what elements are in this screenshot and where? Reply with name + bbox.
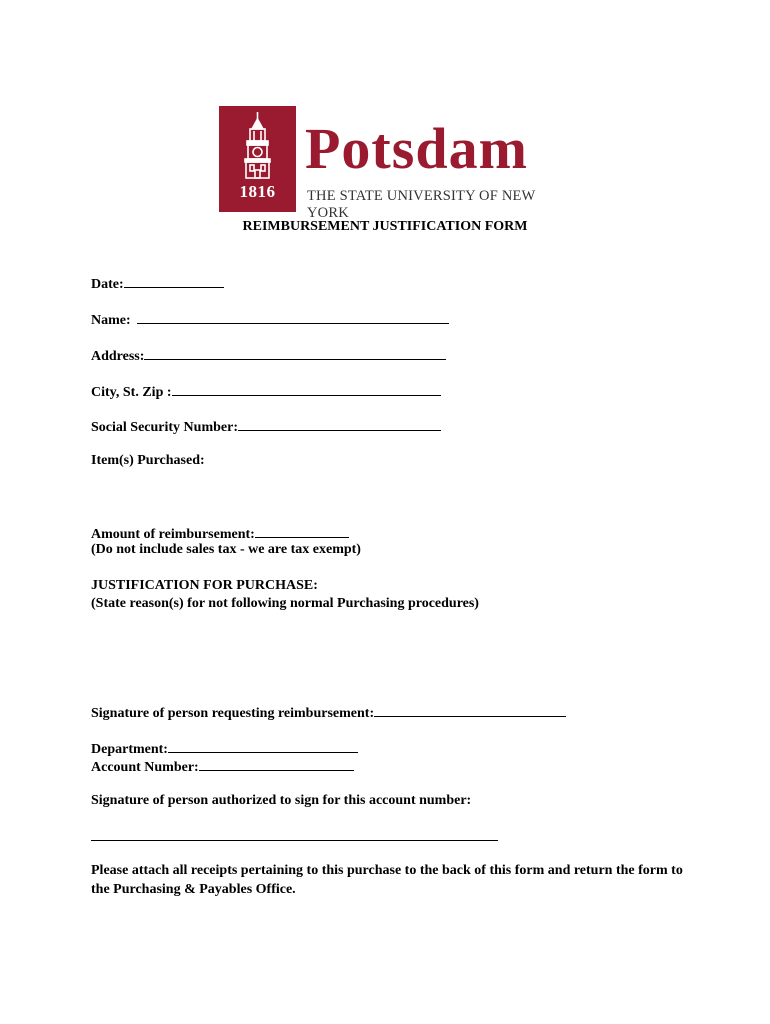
date-field[interactable] xyxy=(124,273,224,288)
logo-year: 1816 xyxy=(239,182,276,201)
city-field[interactable] xyxy=(172,381,441,396)
logo-wordmark: Potsdam xyxy=(305,116,528,181)
footer-note: Please attach all receipts pertaining to this purchase to the back of this form and return the form to the Purchasing & Payables Office. xyxy=(91,863,683,897)
department-field[interactable] xyxy=(168,738,358,753)
logo-crest xyxy=(219,106,296,212)
city-row xyxy=(91,381,441,402)
address-label: Address: xyxy=(91,349,145,364)
account-row xyxy=(91,756,354,777)
account-field[interactable] xyxy=(199,756,354,771)
name-label: Name: xyxy=(91,313,131,328)
logo-subtitle: THE STATE UNIVERSITY OF NEW YORK xyxy=(307,188,536,221)
justification-label: JUSTIFICATION FOR PURCHASE: xyxy=(91,578,318,593)
authorized-signature-label: Signature of person authorized to sign for this account number: xyxy=(91,793,472,808)
justification-note: (State reason(s) for not following normal Purchasing procedures) xyxy=(91,596,479,611)
address-row xyxy=(91,345,446,366)
potsdam-logo xyxy=(219,106,559,221)
items-label: Item(s) Purchased: xyxy=(91,453,205,468)
ssn-field[interactable] xyxy=(238,416,441,431)
authorized-signature-field[interactable] xyxy=(91,840,498,841)
requester-signature-field[interactable] xyxy=(374,702,566,717)
amount-field[interactable] xyxy=(255,523,349,538)
name-row xyxy=(91,309,449,330)
requester-signature-label: Signature of person requesting reimbursement: xyxy=(91,706,375,721)
address-field[interactable] xyxy=(144,345,446,360)
name-field[interactable] xyxy=(137,309,449,324)
date-label: Date: xyxy=(91,277,124,292)
city-label: City, St. Zip : xyxy=(91,385,172,400)
amount-note: (Do not include sales tax - we are tax exempt) xyxy=(91,542,361,557)
ssn-row xyxy=(91,416,441,437)
ssn-label: Social Security Number: xyxy=(91,420,238,435)
department-label: Department: xyxy=(91,742,168,757)
form-title: REIMBURSEMENT JUSTIFICATION FORM xyxy=(242,219,528,234)
amount-label: Amount of reimbursement: xyxy=(91,527,255,542)
account-label: Account Number: xyxy=(91,760,199,775)
date-row xyxy=(91,273,224,294)
requester-signature-row xyxy=(91,702,566,723)
